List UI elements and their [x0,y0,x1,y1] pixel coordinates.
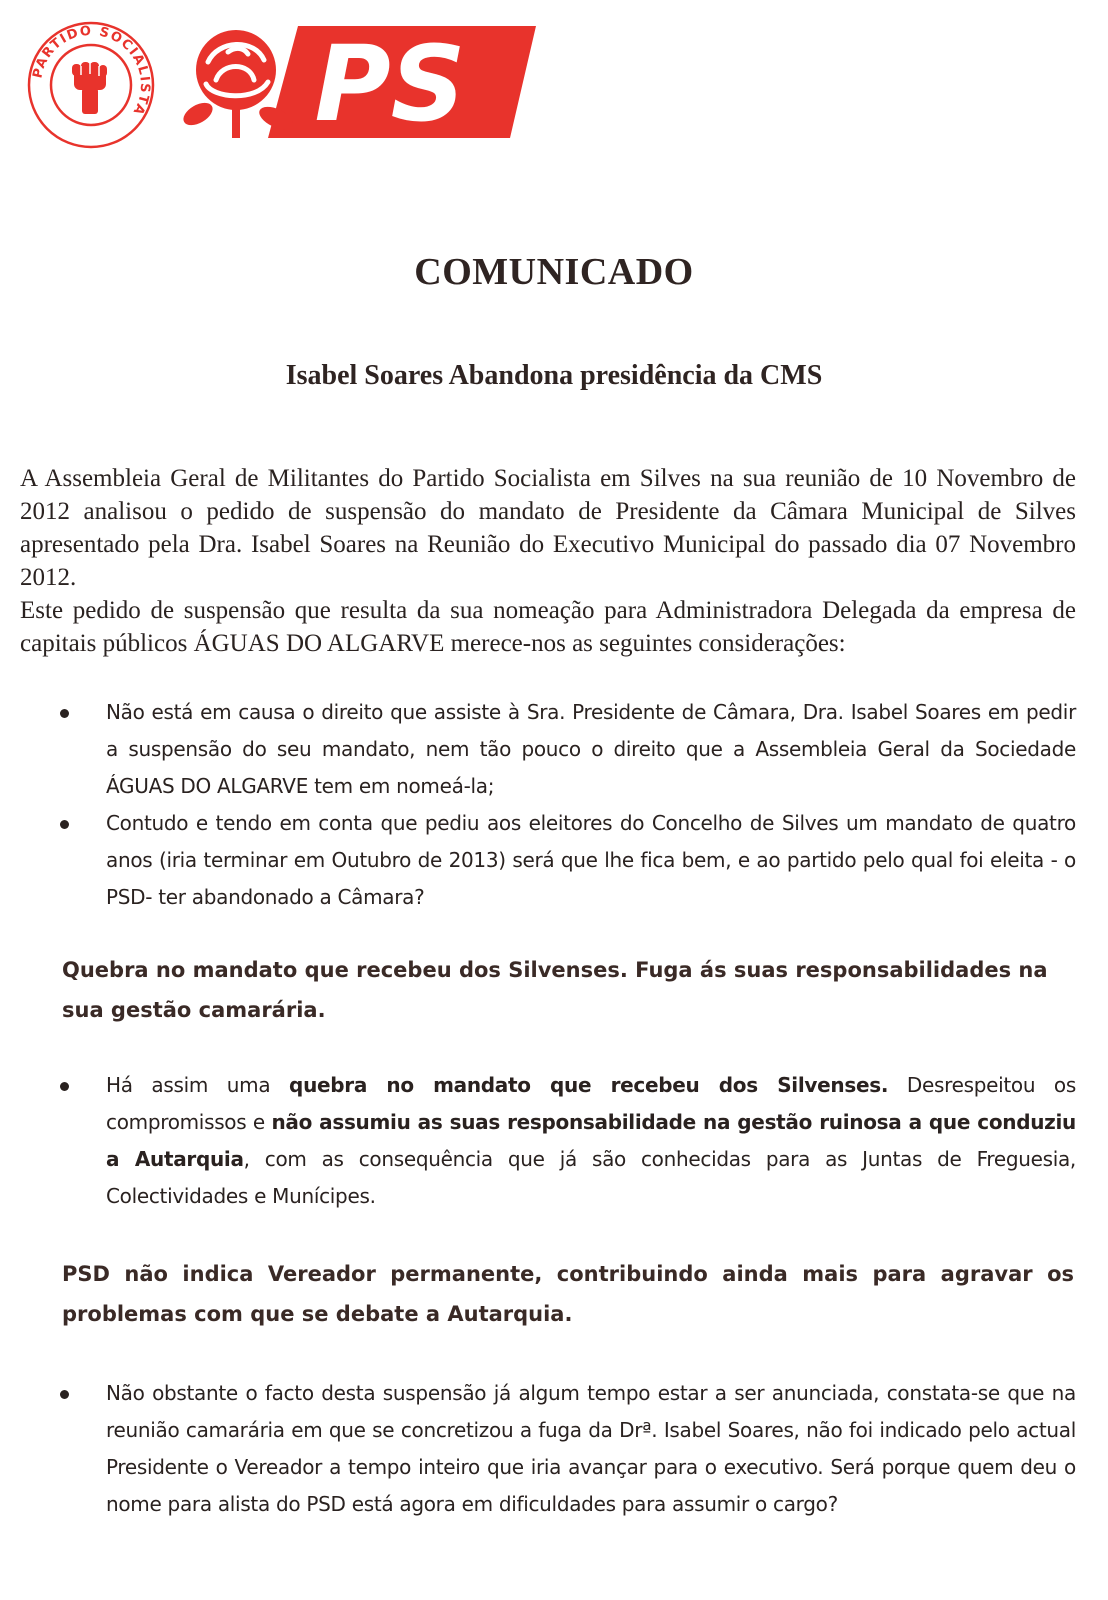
considerations-list [22,694,1076,916]
list-item [22,694,1076,805]
list-item [22,805,1076,916]
bullet-icon [60,709,69,718]
mandate-list [22,1067,1076,1215]
list-item [22,1375,1076,1523]
ps-brand-text: PS [314,23,466,142]
list-item-text: Não obstante o facto desta suspensão já algum tempo estar a ser anunciada, constata-se que na reunião camarária em que se concretizou a fuga da Drª. Isabel Soares, não foi indicado pelo actual Presidente o Vereador a tempo inteiro que iria avançar para o executivo. Será porque quem deu o nome para alista do PSD está agora em dificuldades para assumir o cargo? [106,1381,1076,1516]
svg-text:PARTIDO SOCIALISTA: PARTIDO SOCIALISTA [30,23,153,119]
text-segment: Desrespeitou os compromissos e [106,1073,1076,1134]
section-heading-mandate: Quebra no mandato que recebeu dos Silvenses. Fuga ás suas responsabilidades na sua gestão camarária. [62,958,1048,1022]
ps-rose-logo [178,22,538,142]
list-item-text: Contudo e tendo em conta que pediu aos eleitores do Concelho de Silves um mandato de quatro anos (iria terminar em Outubro de 2013) será que lhe fica bem, e ao partido pelo qual foi eleita - o PSD- ter abandonado a Câmara? [106,811,1076,909]
bold-text-segment: quebra no mandato que recebeu dos Silvenses. [289,1073,889,1097]
document-subtitle: Isabel Soares Abandona presidência da CMS [285,360,823,391]
vereador-list [22,1375,1076,1523]
text-segment: Há assim uma [106,1073,290,1097]
partido-socialista-seal-logo [26,20,156,150]
bullet-icon [60,1390,69,1399]
text-segment: , com as consequência que já são conhecidas para as Juntas de Freguesia, Colectividades e Munícipes. [106,1147,1076,1208]
document-title: COMUNICADO [414,251,694,293]
intro-paragraph-2: Este pedido de suspensão que resulta da sua nomeação para Administradora Delegada da empresa de capitais públicos ÁGUAS DO ALGARVE merece-nos as seguintes considerações: [20,597,1076,657]
section-heading-vereador: PSD não indica Vereador permanente, contribuindo ainda mais para agravar os problemas com que se debate a Autarquia. [62,1262,1074,1326]
bullet-icon [60,1082,69,1091]
list-item [22,1067,1076,1215]
bullet-icon [60,820,69,829]
list-item-text: Não está em causa o direito que assiste à Sra. Presidente de Câmara, Dra. Isabel Soares em pedir a suspensão do seu mandato, nem tão pouco o direito que a Assembleia Geral da Sociedade ÁGUAS DO ALGARVE tem em nomeá-la; [106,700,1076,798]
intro-paragraph-1: A Assembleia Geral de Militantes do Partido Socialista em Silves na sua reunião de 10 Novembro de 2012 analisou o pedido de suspensão do mandato de Presidente da Câmara Municipal de Silves apresentado pela Dra. Isabel Soares na Reunião do Executivo Municipal do passado dia 07 Novembro 2012. [20,465,1076,591]
bold-text-segment: não assumiu as suas responsabilidade na gestão ruinosa a que conduziu a Autarquia [106,1110,1076,1171]
